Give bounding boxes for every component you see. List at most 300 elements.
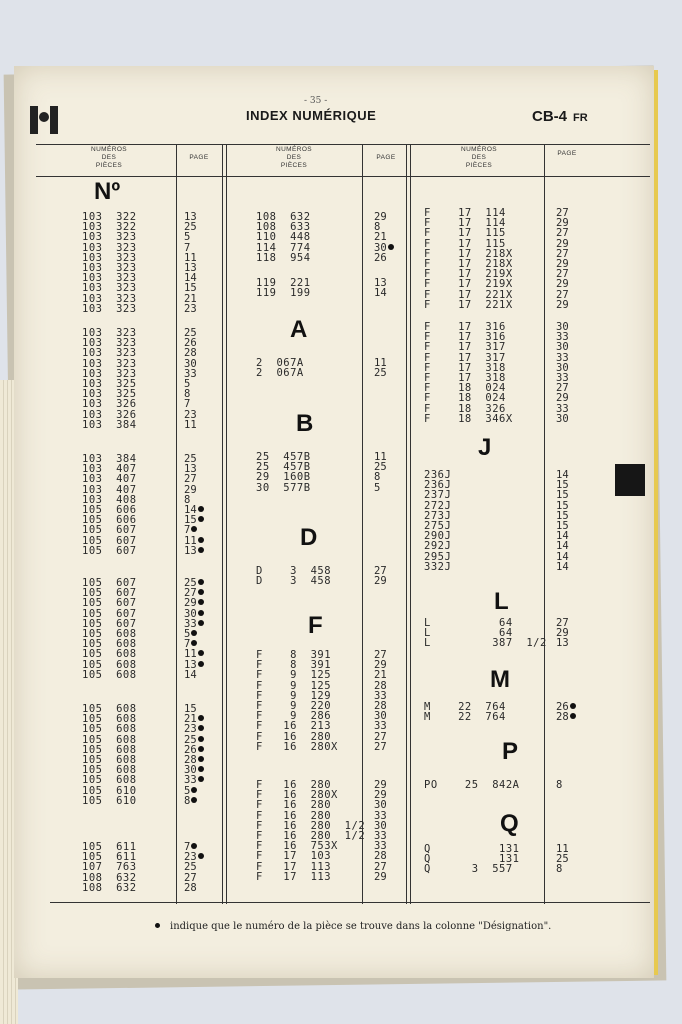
page-ref: 7 — [184, 842, 197, 852]
column-divider-2b — [410, 144, 411, 904]
page-ref: 29 — [374, 211, 387, 223]
part-number: F 17 115 — [424, 227, 506, 240]
part-number: 103 408 — [82, 493, 137, 506]
page-ref: 29 — [374, 779, 387, 791]
bullet-dot-icon — [198, 506, 204, 512]
catalog-code — [532, 108, 588, 125]
page-title: INDEX NUMÉRIQUE — [246, 108, 377, 123]
part-number: 108 632 — [256, 211, 311, 223]
page-ref: 27 — [184, 871, 197, 884]
page-ref: 23 — [184, 724, 204, 734]
page-ref: 15 — [556, 499, 569, 512]
part-number: 103 323 — [82, 292, 137, 305]
part-number: F 17 218X — [424, 258, 513, 270]
page-ref: 13 — [556, 637, 569, 650]
part-number: F 17 114 — [424, 207, 506, 219]
page-ref: 14 — [374, 287, 387, 300]
part-number: 105 607 — [82, 597, 137, 610]
part-number: 103 325 — [82, 378, 137, 390]
page-ref: 28 — [374, 700, 387, 712]
page-ref: 30 — [374, 819, 387, 832]
part-number: F 17 221X — [424, 298, 513, 311]
page-ref: 33 — [184, 619, 204, 629]
part-number: F 17 316 — [424, 331, 506, 344]
part-number: 105 607 — [82, 587, 137, 600]
bullet-dot-icon — [198, 537, 204, 543]
part-number: 103 384 — [82, 453, 137, 465]
part-number: F 17 218X — [424, 247, 513, 260]
page-ref: 7 — [184, 398, 191, 411]
page-ref: 26 — [556, 702, 576, 712]
page-ref: 11 — [184, 649, 204, 659]
page-ref: 11 — [374, 451, 387, 463]
part-number: 290J — [424, 530, 452, 543]
page-ref: 7 — [184, 639, 197, 649]
part-number: 103 323 — [82, 302, 137, 315]
page-ref: 30 — [374, 799, 387, 812]
bullet-dot-icon — [198, 547, 204, 553]
part-number: 103 384 — [82, 418, 137, 431]
part-number: F 18 326 — [424, 402, 506, 415]
page-ref: 29 — [556, 258, 569, 270]
part-number: 105 606 — [82, 514, 137, 527]
bullet-dot-icon — [198, 725, 204, 731]
page-ref: 15 — [184, 703, 197, 715]
part-number: F 9 286 — [256, 710, 332, 723]
part-number: 105 610 — [82, 784, 137, 797]
page-ref: 13 — [374, 277, 387, 289]
page-ref: 30 — [556, 412, 569, 425]
header-rule-bottom — [36, 176, 650, 177]
part-number: F 16 280 — [256, 730, 332, 743]
bullet-dot-icon — [198, 661, 204, 667]
bullet-dot-icon — [198, 589, 204, 595]
header-rule-top — [36, 144, 650, 145]
section-letter-l: L — [494, 588, 509, 615]
page-ref: 11 — [374, 357, 387, 369]
bullet-dot-icon — [388, 244, 394, 250]
part-number: F 16 280 — [256, 779, 332, 791]
part-number: F 9 125 — [256, 679, 332, 692]
part-number: 103 323 — [82, 347, 137, 360]
section-letter-a: A — [290, 316, 308, 343]
part-number: F 16 280X — [256, 789, 338, 802]
bullet-dot-icon — [198, 620, 204, 626]
page-ref: 25 — [184, 735, 204, 745]
part-number: 29 160B — [256, 471, 311, 484]
page-ref: 30 — [556, 321, 569, 333]
col-header-numbers-1: NUMÉROS DES PIÈCES — [90, 146, 128, 169]
section-letter-no: Nº — [94, 178, 121, 205]
bullet-dot-icon — [198, 579, 204, 585]
page-ref: 33 — [184, 367, 197, 380]
page-ref: 11 — [184, 251, 197, 264]
page-ref: 27 — [556, 247, 569, 260]
part-number: Q 131 — [424, 853, 520, 866]
part-number: 103 325 — [82, 388, 137, 401]
page-ref: 5 — [184, 231, 191, 244]
part-number: 105 607 — [82, 544, 137, 557]
page-ref: 28 — [374, 679, 387, 692]
page-ref: 25 — [184, 861, 197, 874]
page-ref: 30 — [184, 765, 204, 775]
part-number: 105 608 — [82, 713, 137, 726]
part-number: F 16 280 1/2 — [256, 830, 366, 842]
page-ref: 29 — [184, 598, 204, 608]
bullet-dot-icon — [191, 630, 197, 636]
column-divider-1b — [226, 144, 227, 904]
part-number: 236J — [424, 479, 452, 492]
page-ref: 28 — [184, 881, 197, 894]
page-ref: 5 — [184, 378, 191, 390]
page-ref: 29 — [374, 575, 387, 588]
bullet-dot-icon — [191, 787, 197, 793]
catalog-page — [14, 66, 654, 978]
col-header-page-2: PAGE — [376, 154, 396, 161]
page-ref: 11 — [184, 418, 197, 431]
bullet-dot-icon — [191, 843, 197, 849]
part-number: 119 221 — [256, 277, 311, 289]
bullet-dot-icon — [198, 650, 204, 656]
page-ref: 28 — [556, 712, 576, 722]
part-number: 292J — [424, 540, 452, 553]
part-number: 105 607 — [82, 577, 137, 589]
page-ref: 27 — [374, 649, 387, 661]
part-number: F 17 316 — [424, 321, 506, 333]
page-ref: 29 — [556, 237, 569, 250]
bullet-dot-icon — [198, 853, 204, 859]
part-number: 105 606 — [82, 504, 137, 516]
part-number: 103 322 — [82, 221, 137, 234]
thumb-index-tab — [615, 464, 645, 496]
page-ref: 21 — [184, 714, 204, 724]
part-number: F 16 213 — [256, 720, 332, 733]
footnote — [154, 921, 551, 932]
page-ref: 13 — [184, 463, 197, 476]
part-number: 105 608 — [82, 743, 137, 756]
page-ref: 30 — [374, 710, 387, 723]
part-number: 119 199 — [256, 287, 311, 300]
part-number: 103 407 — [82, 473, 137, 486]
page-ref: 8 — [556, 779, 563, 791]
page-ref: 27 — [374, 740, 387, 753]
page-ref: 33 — [556, 351, 569, 364]
page-ref: 21 — [374, 231, 387, 244]
ih-logo-icon — [30, 106, 58, 134]
part-number: 25 457B — [256, 451, 311, 463]
page-ref: 29 — [374, 659, 387, 672]
part-number: 103 323 — [82, 337, 137, 350]
bullet-dot-icon — [198, 516, 204, 522]
part-number: Q 131 — [424, 843, 520, 855]
page-ref: 33 — [374, 720, 387, 733]
page-ref: 25 — [184, 221, 197, 234]
part-number: 103 322 — [82, 211, 137, 223]
page-ref: 28 — [184, 755, 204, 765]
bullet-dot-icon — [198, 776, 204, 782]
part-number: 105 608 — [82, 668, 137, 681]
page-ref: 23 — [184, 852, 204, 862]
column-divider-1 — [222, 144, 223, 904]
part-number: 108 632 — [82, 881, 137, 894]
part-number: 2 067A — [256, 367, 304, 380]
page-ref: 11 — [556, 843, 569, 855]
page-ref: 27 — [556, 382, 569, 395]
part-number: D 3 458 — [256, 565, 332, 577]
part-number: D 3 458 — [256, 575, 332, 588]
page-ref: 25 — [184, 578, 204, 588]
part-number: M 22 764 — [424, 711, 506, 724]
page-col-divider-1 — [176, 144, 177, 904]
part-number: 105 611 — [82, 841, 137, 853]
section-letter-m: M — [490, 666, 510, 693]
part-number: 105 608 — [82, 638, 137, 651]
part-number: F 17 103 — [256, 850, 332, 863]
section-letter-f: F — [308, 612, 323, 639]
part-number: 103 326 — [82, 408, 137, 421]
part-number: F 17 317 — [424, 351, 506, 364]
part-number: F 18 024 — [424, 382, 506, 395]
part-number: 103 323 — [82, 262, 137, 274]
part-number: 103 323 — [82, 367, 137, 380]
page-ref: 5 — [184, 629, 197, 639]
part-number: F 16 753X — [256, 840, 338, 853]
page-ref: 27 — [556, 288, 569, 301]
page-ref: 25 — [374, 461, 387, 474]
col-header-numbers-3: NUMÉROS DES PIÈCES — [460, 146, 498, 169]
part-number: 103 323 — [82, 357, 137, 370]
page-ref: 30 — [184, 609, 204, 619]
part-number: 105 608 — [82, 703, 137, 715]
part-number: F 18 024 — [424, 392, 506, 405]
catalog-lang: FR — [573, 112, 588, 124]
part-number: F 17 317 — [424, 341, 506, 354]
footer-rule — [50, 902, 650, 903]
page-ref: 11 — [184, 536, 204, 546]
page-ref: 29 — [374, 870, 387, 883]
page-ref: 14 — [556, 530, 569, 543]
page-ref: 27 — [184, 473, 197, 486]
col-header-page-3: PAGE — [557, 150, 577, 157]
page-ref: 27 — [374, 730, 387, 743]
part-number: PO 25 842A — [424, 779, 520, 791]
page-ref: 7 — [184, 241, 191, 254]
part-number: 105 607 — [82, 524, 137, 537]
part-number: 30 577B — [256, 481, 311, 494]
part-number: Q 3 557 — [424, 863, 513, 876]
part-number: 105 608 — [82, 658, 137, 671]
page-ref: 33 — [374, 689, 387, 702]
page-ref: 14 — [556, 560, 569, 573]
page-ref: 15 — [556, 479, 569, 492]
page-ref: 23 — [184, 408, 197, 421]
page-ref: 25 — [374, 367, 387, 380]
bullet-dot-icon — [191, 526, 197, 532]
part-number: 105 611 — [82, 851, 137, 864]
part-number: F 17 318 — [424, 361, 506, 374]
page-ref: 27 — [556, 207, 569, 219]
part-number: 295J — [424, 550, 452, 563]
part-number: F 17 113 — [256, 860, 332, 873]
part-number: 237J — [424, 489, 452, 502]
section-letter-j: J — [478, 434, 492, 461]
page-ref: 13 — [184, 546, 204, 556]
part-number: 105 608 — [82, 628, 137, 640]
bullet-dot-icon — [198, 599, 204, 605]
page-ref: 8 — [556, 863, 563, 876]
page-ref: 33 — [556, 372, 569, 384]
part-number: 272J — [424, 499, 452, 512]
section-letter-p: P — [502, 738, 519, 765]
page-ref: 27 — [184, 588, 204, 598]
footnote-text: indique que le numéro de la pièce se trouve dans la colonne "Désignation". — [170, 921, 552, 932]
section-letter-b: B — [296, 410, 314, 437]
part-number: F 16 280 — [256, 799, 332, 812]
page-ref: 14 — [556, 540, 569, 553]
page-number: - 35 - — [304, 96, 328, 106]
col-header-numbers-2: NUMÉROS DES PIÈCES — [275, 146, 313, 169]
part-number: 103 323 — [82, 231, 137, 244]
page-ref: 8 — [374, 471, 381, 484]
page-ref: 25 — [184, 453, 197, 465]
part-number: 105 607 — [82, 534, 137, 547]
part-number: F 16 280 1/2 — [256, 819, 366, 832]
part-number: 108 633 — [256, 221, 311, 234]
part-number: F 9 129 — [256, 689, 332, 702]
part-number: F 17 113 — [256, 870, 332, 883]
bullet-dot-icon — [198, 715, 204, 721]
part-number: 103 323 — [82, 327, 137, 339]
part-number: 103 326 — [82, 398, 137, 411]
page-ref: 30 — [556, 341, 569, 354]
page-ref: 5 — [374, 481, 381, 494]
page-ref: 15 — [556, 489, 569, 502]
page-ref: 33 — [374, 809, 387, 822]
bullet-dot-icon — [198, 766, 204, 772]
page-ref: 33 — [184, 775, 204, 785]
page-ref: 30 — [374, 243, 394, 253]
page-ref: 14 — [556, 469, 569, 481]
part-number: F 17 219X — [424, 278, 513, 291]
part-number: 114 774 — [256, 241, 311, 254]
page-ref: 26 — [184, 745, 204, 755]
bullet-dot-icon — [570, 713, 576, 719]
page-ref: 8 — [184, 388, 191, 401]
bullet-dot-icon — [198, 610, 204, 616]
part-number: F 17 318 — [424, 372, 506, 384]
bullet-dot-icon — [191, 797, 197, 803]
bullet-dot-icon — [198, 736, 204, 742]
part-number: F 17 221X — [424, 288, 513, 301]
part-number: F 17 114 — [424, 217, 506, 230]
page-ref: 28 — [184, 347, 197, 360]
page-ref: 26 — [374, 251, 387, 264]
page-ref: 29 — [556, 278, 569, 291]
page-ref: 29 — [374, 789, 387, 802]
part-number: 103 323 — [82, 251, 137, 264]
part-number: 103 323 — [82, 241, 137, 254]
page-ref: 30 — [556, 361, 569, 374]
catalog-code-text: CB-4 — [532, 108, 568, 125]
part-number: 110 448 — [256, 231, 311, 244]
page-ref: 15 — [184, 515, 204, 525]
part-number: F 16 280 — [256, 809, 332, 822]
page-ref: 29 — [556, 392, 569, 405]
page-ref: 8 — [184, 493, 191, 506]
page-ref: 27 — [556, 268, 569, 281]
page-ref: 29 — [556, 217, 569, 230]
part-number: F 17 219X — [424, 268, 513, 281]
page-ref: 13 — [184, 660, 204, 670]
page-ref: 28 — [374, 850, 387, 863]
part-number: 107 763 — [82, 861, 137, 874]
bullet-dot-icon — [155, 923, 160, 928]
part-number: 332J — [424, 560, 452, 573]
part-number: F 9 220 — [256, 700, 332, 712]
page-ref: 13 — [184, 262, 197, 274]
page-ref: 27 — [374, 860, 387, 873]
page-ref: 8 — [184, 796, 197, 806]
part-number: 103 323 — [82, 272, 137, 285]
page-ref: 23 — [184, 302, 197, 315]
bullet-dot-icon — [198, 756, 204, 762]
page-ref: 30 — [184, 357, 197, 370]
part-number: 275J — [424, 520, 452, 532]
section-letter-d: D — [300, 524, 318, 551]
page-ref: 25 — [184, 327, 197, 339]
part-number: L 64 — [424, 627, 513, 640]
part-number: F 8 391 — [256, 659, 332, 672]
section-letter-q: Q — [500, 810, 519, 837]
part-number: 105 608 — [82, 723, 137, 736]
page-ref: 14 — [184, 272, 197, 285]
page-col-divider-3 — [544, 144, 545, 904]
part-number: 105 608 — [82, 754, 137, 766]
page-ref: 21 — [184, 292, 197, 305]
page-col-divider-2 — [362, 144, 363, 904]
page-ref: 29 — [556, 298, 569, 311]
page-ref: 33 — [374, 830, 387, 842]
col-header-page-1: PAGE — [189, 154, 209, 161]
part-number: F 8 391 — [256, 649, 332, 661]
part-number: 273J — [424, 509, 452, 522]
page-ref: 15 — [184, 282, 197, 295]
page-ref: 21 — [374, 669, 387, 682]
part-number: 105 607 — [82, 617, 137, 630]
page-ref: 25 — [556, 853, 569, 866]
page-ref: 13 — [184, 211, 197, 223]
part-number: L 64 — [424, 617, 513, 629]
page-ref: 15 — [556, 509, 569, 522]
part-number: 105 608 — [82, 764, 137, 777]
bullet-dot-icon — [570, 703, 576, 709]
part-number: 103 407 — [82, 483, 137, 496]
part-number: L 387 1/2 — [424, 637, 547, 650]
part-number: 105 607 — [82, 607, 137, 620]
page-ref: 29 — [556, 627, 569, 640]
page-ref: 27 — [556, 227, 569, 240]
part-number: 103 407 — [82, 463, 137, 476]
part-number: 118 954 — [256, 251, 311, 264]
part-number: 108 632 — [82, 871, 137, 884]
page-ref: 26 — [184, 337, 197, 350]
page-ref: 27 — [556, 617, 569, 629]
part-number: 105 608 — [82, 733, 137, 746]
bullet-dot-icon — [191, 640, 197, 646]
page-ref: 27 — [374, 565, 387, 577]
page-ref: 29 — [184, 483, 197, 496]
page-ref: 14 — [184, 505, 204, 515]
